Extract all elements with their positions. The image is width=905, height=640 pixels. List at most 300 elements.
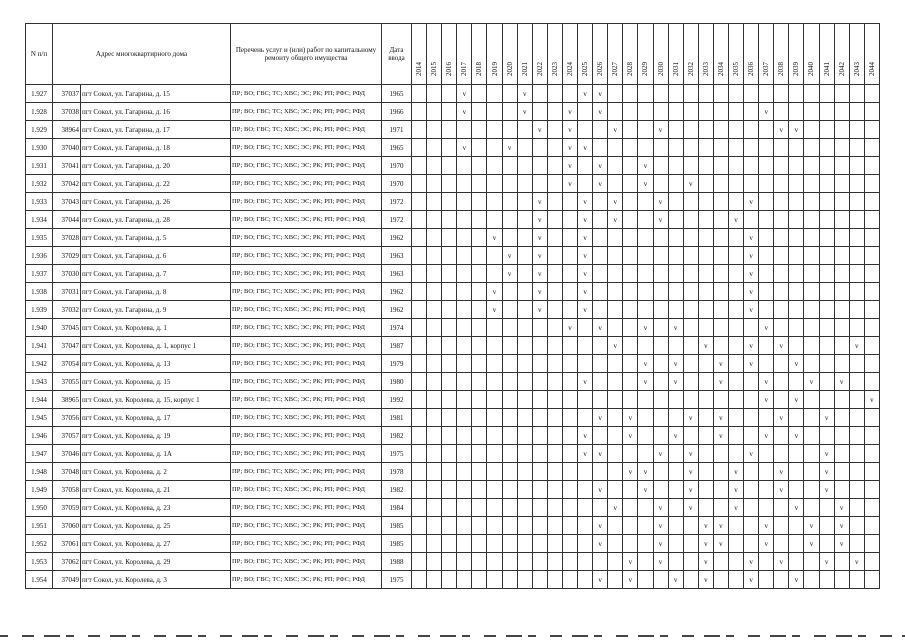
year-cell [412,445,427,463]
repair-mark: v [653,499,668,517]
year-cell [849,355,864,373]
year-cell [728,319,743,337]
repair-mark: v [789,391,804,409]
table-row [26,427,880,445]
year-cell [593,553,608,571]
year-cell [638,301,653,319]
year-cell [789,517,804,535]
repair-mark: v [759,373,774,391]
row-number: 1.943 [26,373,53,391]
edge-dash [88,635,100,637]
year-cell [532,103,547,121]
year-cell [653,85,668,103]
services-list: ПР; ВО; ГВС; ТС; ХВС; ЭС; РК; РП; РФС; РФД [231,157,382,175]
repair-mark: v [728,481,743,499]
services-list: ПР; ВО; ГВС; ТС; ХВС; ЭС; РК; РП; РФС; РФД [231,355,382,373]
year-cell [653,463,668,481]
year-cell [502,301,517,319]
year-cell [412,301,427,319]
year-cell [547,301,562,319]
year-cell [593,427,608,445]
header-year-2024 [562,24,577,85]
house-address: пгт Сокол, ул. Гагарина, д. 8 [81,283,231,301]
services-list: ПР; ВО; ГВС; ТС; ХВС; ЭС; РК; РП; РФС; РФД [231,445,382,463]
year-built: 1985 [382,517,412,535]
year-cell [849,391,864,409]
row-number: 1.935 [26,229,53,247]
repair-mark: v [578,139,593,157]
year-cell [668,283,683,301]
repair-mark: v [532,247,547,265]
year-cell [593,391,608,409]
year-cell [562,499,577,517]
year-cell [502,85,517,103]
year-cell [412,373,427,391]
header-year-built: Дата ввода [382,24,412,85]
year-cell [412,499,427,517]
year-cell [759,121,774,139]
year-cell [774,103,789,121]
header-year-2033 [698,24,713,85]
header-year-label: 2019 [490,62,499,76]
table-row [26,535,880,553]
edge-dash [528,635,536,637]
year-cell [442,247,457,265]
house-id: 38964 [53,121,81,139]
repair-mark: v [562,157,577,175]
year-cell [457,499,472,517]
repair-mark: v [638,373,653,391]
repair-mark: v [789,121,804,139]
year-cell [442,445,457,463]
year-built: 1970 [382,157,412,175]
year-cell [849,301,864,319]
year-cell [487,121,502,139]
year-cell [668,535,683,553]
year-cell [864,247,879,265]
year-cell [442,535,457,553]
repair-mark: v [819,553,834,571]
year-cell [698,409,713,427]
year-cell [412,337,427,355]
year-cell [638,517,653,535]
year-cell [834,247,849,265]
year-cell [713,211,728,229]
year-cell [759,571,774,589]
repair-mark: v [698,571,713,589]
repair-mark: v [593,319,608,337]
year-cell [578,481,593,499]
year-cell [653,481,668,499]
year-cell [683,121,698,139]
year-cell [623,175,638,193]
table-row [26,355,880,373]
house-address: пгт Сокол, ул. Гагарина, д. 9 [81,301,231,319]
year-cell [442,463,457,481]
year-cell [457,517,472,535]
year-cell [562,481,577,499]
repair-mark: v [623,409,638,427]
year-cell [789,175,804,193]
year-cell [653,337,668,355]
year-cell [759,211,774,229]
year-cell [789,553,804,571]
edge-dash [594,635,602,637]
year-cell [608,301,623,319]
year-built: 1962 [382,301,412,319]
year-cell [532,85,547,103]
year-cell [713,553,728,571]
year-cell [728,355,743,373]
row-number: 1.932 [26,175,53,193]
year-cell [774,265,789,283]
year-cell [774,247,789,265]
house-id: 37037 [53,85,81,103]
year-cell [427,499,442,517]
year-cell [638,193,653,211]
repair-mark: v [774,337,789,355]
table-row [26,409,880,427]
year-cell [728,193,743,211]
year-cell [532,409,547,427]
repair-mark: v [683,445,698,463]
services-list: ПР; ВО; ГВС; ТС; ХВС; ЭС; РК; РП; РФС; РФД [231,229,382,247]
year-cell [819,193,834,211]
year-cell [487,193,502,211]
year-cell [819,283,834,301]
house-id: 37042 [53,175,81,193]
year-cell [487,247,502,265]
year-cell [608,139,623,157]
edge-dash [198,635,206,637]
header-year-label: 2041 [822,62,831,76]
year-cell [427,517,442,535]
header-year-2039 [789,24,804,85]
header-year-2023 [547,24,562,85]
repair-mark: v [532,265,547,283]
year-cell [487,535,502,553]
year-cell [578,409,593,427]
year-cell [623,193,638,211]
year-cell [412,157,427,175]
year-cell [502,211,517,229]
year-cell [608,319,623,337]
year-cell [472,571,487,589]
header-year-label: 2015 [430,62,439,76]
year-cell [804,85,819,103]
year-cell [562,535,577,553]
repair-mark: v [562,121,577,139]
year-cell [472,85,487,103]
year-cell [713,445,728,463]
year-cell [427,283,442,301]
year-cell [457,391,472,409]
year-cell [578,337,593,355]
repair-mark: v [713,427,728,445]
year-cell [457,553,472,571]
year-cell [623,301,638,319]
year-cell [547,139,562,157]
year-cell [457,229,472,247]
repair-mark: v [728,211,743,229]
table-row [26,157,880,175]
year-cell [683,427,698,445]
year-cell [713,265,728,283]
year-cell [472,211,487,229]
year-cell [834,319,849,337]
year-cell [608,481,623,499]
year-cell [412,193,427,211]
year-cell [849,103,864,121]
repair-mark: v [608,211,623,229]
year-cell [713,121,728,139]
year-cell [789,409,804,427]
year-cell [427,319,442,337]
edge-dash [506,635,522,637]
house-address: пгт Сокол, ул. Королева, д. 3 [81,571,231,589]
year-cell [728,517,743,535]
year-cell [864,85,879,103]
year-cell [804,229,819,247]
year-cell [623,535,638,553]
year-cell [442,427,457,445]
year-cell [547,175,562,193]
year-cell [744,103,759,121]
year-cell [759,481,774,499]
repair-mark: v [668,571,683,589]
year-cell [653,157,668,175]
house-id: 37040 [53,139,81,157]
year-cell [472,373,487,391]
year-cell [728,373,743,391]
year-cell [608,553,623,571]
year-cell [698,193,713,211]
repair-mark: v [744,571,759,589]
house-address: пгт Сокол, ул. Королева, д. 21 [81,481,231,499]
year-cell [713,85,728,103]
year-cell [502,121,517,139]
year-cell [653,571,668,589]
repair-mark: v [819,463,834,481]
year-cell [713,499,728,517]
year-cell [774,427,789,445]
year-cell [774,85,789,103]
year-cell [487,445,502,463]
year-cell [608,283,623,301]
year-cell [487,85,502,103]
edge-dash [726,635,734,637]
year-cell [774,535,789,553]
row-number: 1.928 [26,103,53,121]
header-year-2027 [608,24,623,85]
table-row [26,481,880,499]
house-address: пгт Сокол, ул. Гагарина, д. 17 [81,121,231,139]
services-list: ПР; ВО; ГВС; ТС; ХВС; ЭС; РК; РП; РФС; РФД [231,499,382,517]
year-cell [593,229,608,247]
house-id: 37032 [53,301,81,319]
house-id: 38965 [53,391,81,409]
year-cell [502,427,517,445]
year-cell [638,409,653,427]
row-number: 1.929 [26,121,53,139]
year-cell [744,157,759,175]
year-cell [819,517,834,535]
repair-mark: v [804,535,819,553]
year-cell [578,499,593,517]
year-cell [457,571,472,589]
repair-mark: v [608,121,623,139]
header-num: N п/п [26,24,53,85]
year-cell [412,409,427,427]
year-cell [593,121,608,139]
year-cell [427,193,442,211]
year-cell [517,157,532,175]
year-cell [608,517,623,535]
row-number: 1.936 [26,247,53,265]
repair-mark: v [653,445,668,463]
year-cell [412,535,427,553]
year-cell [593,373,608,391]
year-cell [623,373,638,391]
edge-dash [220,635,232,637]
year-cell [547,355,562,373]
year-cell [427,265,442,283]
year-cell [412,517,427,535]
year-cell [502,517,517,535]
repair-mark: v [849,337,864,355]
year-cell [502,229,517,247]
year-cell [653,265,668,283]
year-cell [638,85,653,103]
year-cell [819,211,834,229]
house-id: 37031 [53,283,81,301]
edge-dash [440,635,456,637]
year-cell [412,211,427,229]
house-address: пгт Сокол, ул. Гагарина, д. 22 [81,175,231,193]
year-cell [849,499,864,517]
repair-mark: v [864,391,879,409]
repair-mark: v [608,499,623,517]
year-cell [487,463,502,481]
year-cell [547,571,562,589]
header-year-label: 2018 [475,62,484,76]
year-cell [547,427,562,445]
year-cell [472,193,487,211]
year-cell [834,427,849,445]
year-cell [668,121,683,139]
repair-mark: v [744,355,759,373]
year-cell [819,229,834,247]
year-cell [668,337,683,355]
year-cell [864,499,879,517]
year-cell [593,139,608,157]
year-cell [547,247,562,265]
year-cell [593,247,608,265]
repair-mark: v [578,283,593,301]
year-cell [819,373,834,391]
year-cell [713,193,728,211]
year-cell [547,319,562,337]
year-cell [517,427,532,445]
year-cell [593,265,608,283]
year-cell [683,553,698,571]
year-cell [623,445,638,463]
year-cell [759,139,774,157]
year-cell [562,193,577,211]
year-cell [578,121,593,139]
year-cell [427,247,442,265]
year-cell [562,301,577,319]
year-cell [562,265,577,283]
year-cell [728,571,743,589]
year-cell [804,445,819,463]
house-id: 37046 [53,445,81,463]
year-cell [683,319,698,337]
edge-dash [550,635,562,637]
row-number: 1.949 [26,481,53,499]
row-number: 1.938 [26,283,53,301]
table-row [26,445,880,463]
year-cell [412,355,427,373]
header-year-label: 2029 [641,62,650,76]
year-cell [487,355,502,373]
year-cell [864,229,879,247]
year-cell [804,301,819,319]
year-cell [819,157,834,175]
repair-mark: v [744,283,759,301]
edge-dash [660,635,668,637]
year-cell [578,553,593,571]
year-cell [864,265,879,283]
repair-mark: v [683,499,698,517]
year-cell [517,175,532,193]
year-cell [517,247,532,265]
year-cell [683,517,698,535]
repair-mark: v [532,193,547,211]
table-row [26,103,880,121]
year-cell [849,319,864,337]
year-cell [457,355,472,373]
repair-mark: v [532,283,547,301]
year-cell [728,229,743,247]
year-cell [864,445,879,463]
year-cell [608,409,623,427]
year-cell [608,427,623,445]
year-cell [457,157,472,175]
year-cell [638,337,653,355]
year-cell [849,517,864,535]
year-cell [532,427,547,445]
services-list: ПР; ВО; ГВС; ТС; ХВС; ЭС; РК; РП; РФС; РФД [231,409,382,427]
year-cell [593,337,608,355]
year-cell [864,121,879,139]
house-address: пгт Сокол, ул. Королева, д. 1, корпус 1 [81,337,231,355]
year-cell [502,103,517,121]
repair-mark: v [759,517,774,535]
year-cell [698,481,713,499]
year-cell [608,445,623,463]
year-cell [759,175,774,193]
repair-mark: v [759,319,774,337]
year-built: 1984 [382,499,412,517]
year-cell [623,229,638,247]
year-cell [427,157,442,175]
year-cell [472,355,487,373]
year-cell [442,121,457,139]
repair-mark: v [668,427,683,445]
edge-dash [0,635,8,637]
year-cell [502,355,517,373]
